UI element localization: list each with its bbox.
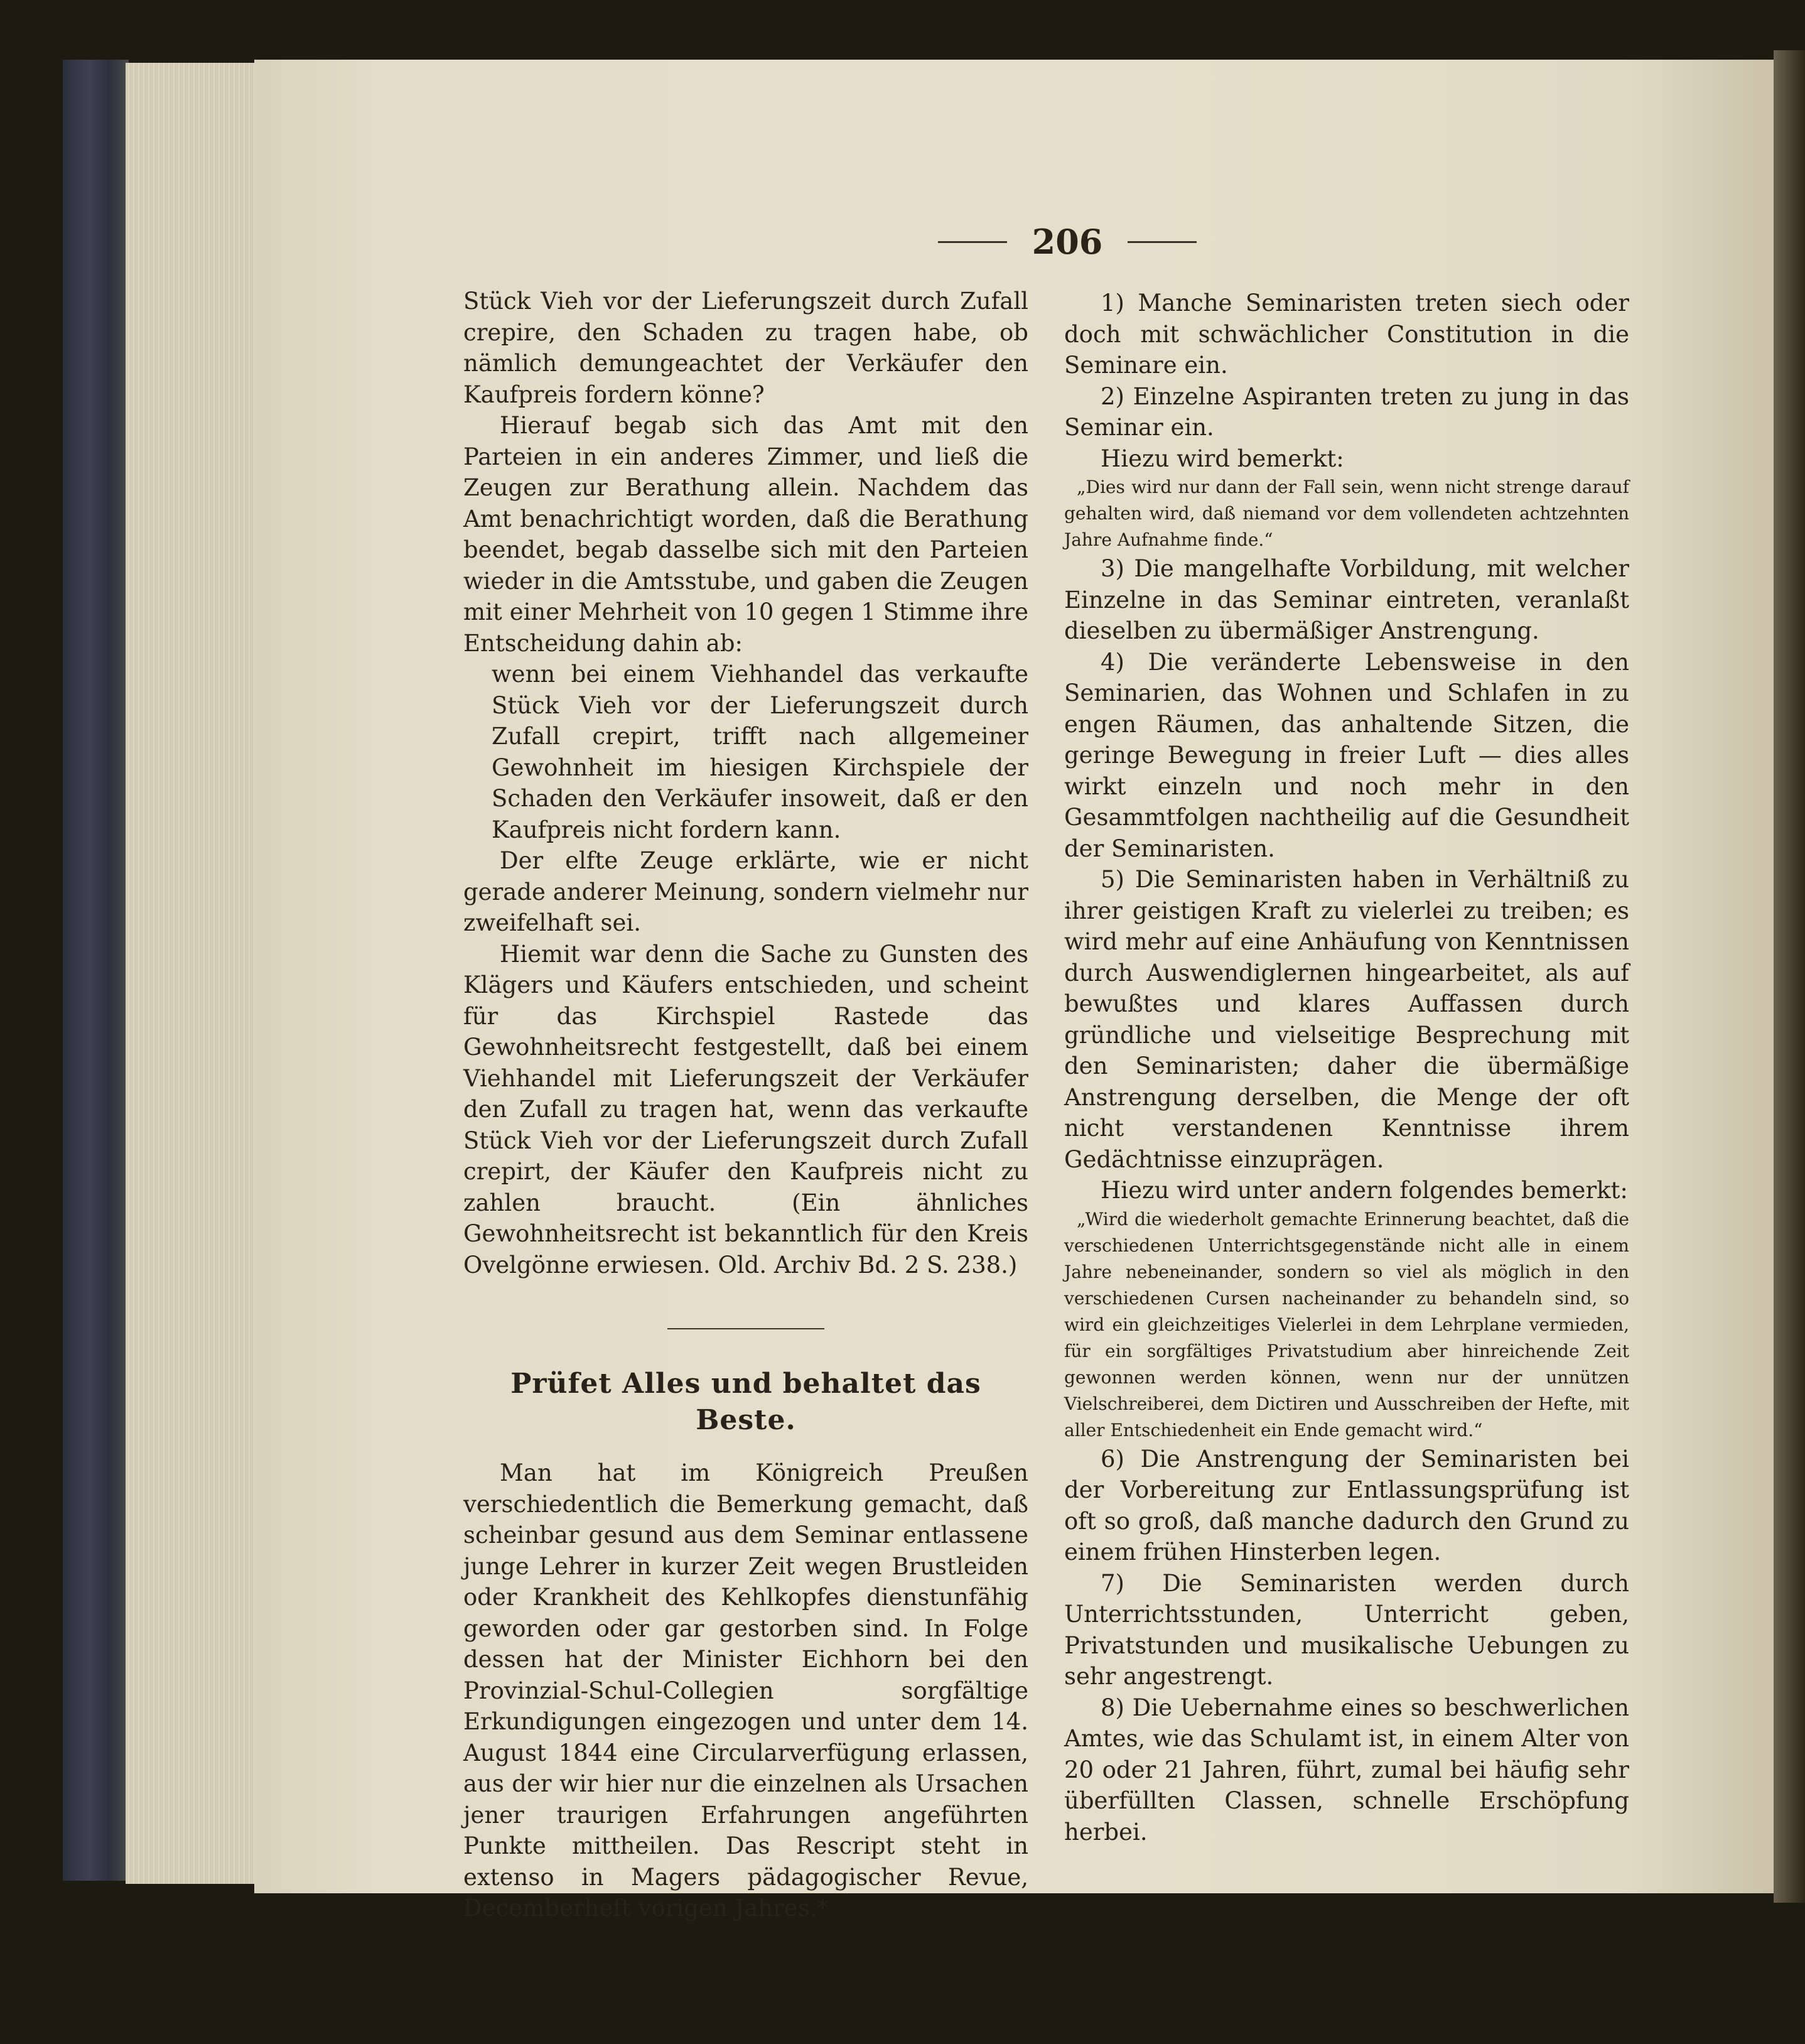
facing-page-shadow [1774,50,1805,1903]
paragraph: Stück Vieh vor der Lieferungszeit durch Zufall crepire, den Schaden zu tragen habe, ob nämlich demungeachtet der Verkäufer den Kaufpreis fordern könne? [463,288,1028,408]
list-item: 1) Manche Seminaristen treten siech oder doch mit schwächlicher Constitution in die Seminare ein. [1064,289,1629,379]
book-spine [63,60,129,1881]
list-item: 2) Einzelne Aspiranten treten zu jung in das Seminar ein. [1064,382,1629,441]
page-number [879,220,1256,264]
list-item: Hiezu wird unter andern folgendes bemerkt: [1101,1177,1628,1204]
page-number-rule-left [938,241,1007,243]
page-number-text: 206 [1032,222,1103,262]
paragraph: Hiemit war denn die Sache zu Gunsten des Klägers und Käufers entschieden, und scheint für das Kirchspiel Rastede das Gewohnheitsrecht festgestellt, daß bei einem Viehhandel mit Lieferungszeit der Verkäufer den Zufall zu tragen hat, wenn das verkaufte Stück Vieh vor der Lieferungszeit durch Zufall crepirt, der Käufer den Kaufpreis nicht zu zahlen braucht. (Ein ähnliches Gewohnheitsrecht ist bekanntlich für den Kreis Ovelgönne erwiesen. Old. Archiv Bd. 2 S. 238.) [463,940,1028,1279]
left-column [463,286,1028,1924]
list-item: 5) Die Seminaristen haben in Verhältniß zu ihrer geistigen Kraft zu vielerlei zu treiben; es wird mehr auf eine Anhäufung von Kenntnissen durch Auswendiglernen hingearbeitet, als auf bewußtes und klares Auffassen durch gründliche und vielseitige Besprechung mit den Seminaristen; daher die übermäßige Anstrengung derselben, die Menge der oft nicht verstandenen Kenntnisse ihrem Gedächtnisse einzuprägen. [1064,866,1629,1173]
page-number-rule-right [1128,241,1197,243]
list-item: 4) Die veränderte Lebensweise in den Seminarien, das Wohnen und Schlafen in zu engen Räumen, das anhaltende Sitzen, die geringe Bewegung in freier Luft — dies alles wirkt einzeln und noch mehr in den Gesammtfolgen nachtheilig auf die Gesundheit der Seminaristen. [1064,648,1629,862]
list-item: 3) Die mangelhafte Vorbildung, mit welcher Einzelne in das Seminar eintreten, veranlaßt dieselben zu übermäßiger Anstrengung. [1064,555,1629,644]
right-column [1064,288,1629,1847]
quoted-remark: „Wird die wiederholt gemachte Erinnerung beachtet, daß die verschiedenen Unterrichtsgegenstände nicht alle in einem Jahre nebeneinander, sondern so viel als möglich in den verschiedenen Cursen nacheinander zu behandeln sind, so wird ein gleichzeitiges Vielerlei in dem Lehrplane vermieden, für ein sorgfältiges Privatstudium aber hinreichende Zeit gewonnen werden können, wenn nur der unnützen Vielschreiberei, dem Dictiren und Ausschreiben der Hefte, mit aller Entschiedenheit ein Ende gemacht wird.“ [1064,1208,1629,1441]
verdict-quote: wenn bei einem Viehhandel das verkaufte Stück Vieh vor der Lieferungszeit durch Zufall crepirt, trifft nach allgemeiner Gewohnheit im hiesigen Kirchspiele der Schaden den Verkäufer insoweit, daß er den Kaufpreis nicht fordern kann. [492,661,1028,843]
section-divider [667,1328,824,1329]
paragraph: Man hat im Königreich Preußen verschiedentlich die Bemerkung gemacht, daß scheinbar gesund aus dem Seminar entlassene junge Lehrer in kurzer Zeit wegen Brustleiden oder Krankheit des Kehlkopfes dienstunfähig geworden oder gar gestorben sind. In Folge dessen hat der Minister Eichhorn bei den Provinzial-Schul-Collegien sorgfältige Erkundigungen eingezogen und unter dem 14. August 1844 eine Circularverfügung erlassen, aus der wir hier nur die einzelnen als Ursachen jener traurigen Erfahrungen angeführten Punkte mittheilen. Das Rescript steht in extenso in Magers pädagogischer Revue, Decemberheft vorigen Jahres.* [463,1459,1028,1922]
list-item: 8) Die Uebernahme eines so beschwerlichen Amtes, wie das Schulamt ist, in einem Alter von 20 oder 21 Jahren, führt, zumal bei häufig sehr überfüllten Classen, schnelle Erschöpfung herbei. [1064,1694,1629,1846]
list-item: Hiezu wird bemerkt: [1101,445,1344,472]
section-heading: Prüfet Alles und behaltet das Beste. [510,1368,981,1436]
list-item: 6) Die Anstrengung der Seminaristen bei der Vorbereitung zur Entlassungsprüfung ist oft so groß, daß manche dadurch den Grund zu einem frühen Hinsterben legen. [1064,1445,1629,1565]
list-item: 7) Die Seminaristen werden durch Unterrichtsstunden, Unterricht geben, Privatstunden und musikalische Uebungen zu sehr angestrengt. [1064,1569,1629,1690]
paragraph: Der elfte Zeuge erklärte, wie er nicht gerade anderer Meinung, sondern vielmehr nur zweifelhaft sei. [463,847,1028,936]
page-edges [126,63,257,1884]
paragraph: Hierauf begab sich das Amt mit den Parteien in ein anderes Zimmer, und ließ die Zeugen zur Berathung allein. Nachdem das Amt benachrichtigt worden, daß die Berathung beendet, begab dasselbe sich mit den Parteien wieder in die Amtsstube, und gaben die Zeugen mit einer Mehrheit von 10 gegen 1 Stimme ihre Entscheidung dahin ab: [463,412,1028,657]
quoted-remark: „Dies wird nur dann der Fall sein, wenn nicht strenge darauf gehalten wird, daß niemand vor dem vollendeten achtzehnten Jahre Aufnahme finde.“ [1064,477,1629,550]
